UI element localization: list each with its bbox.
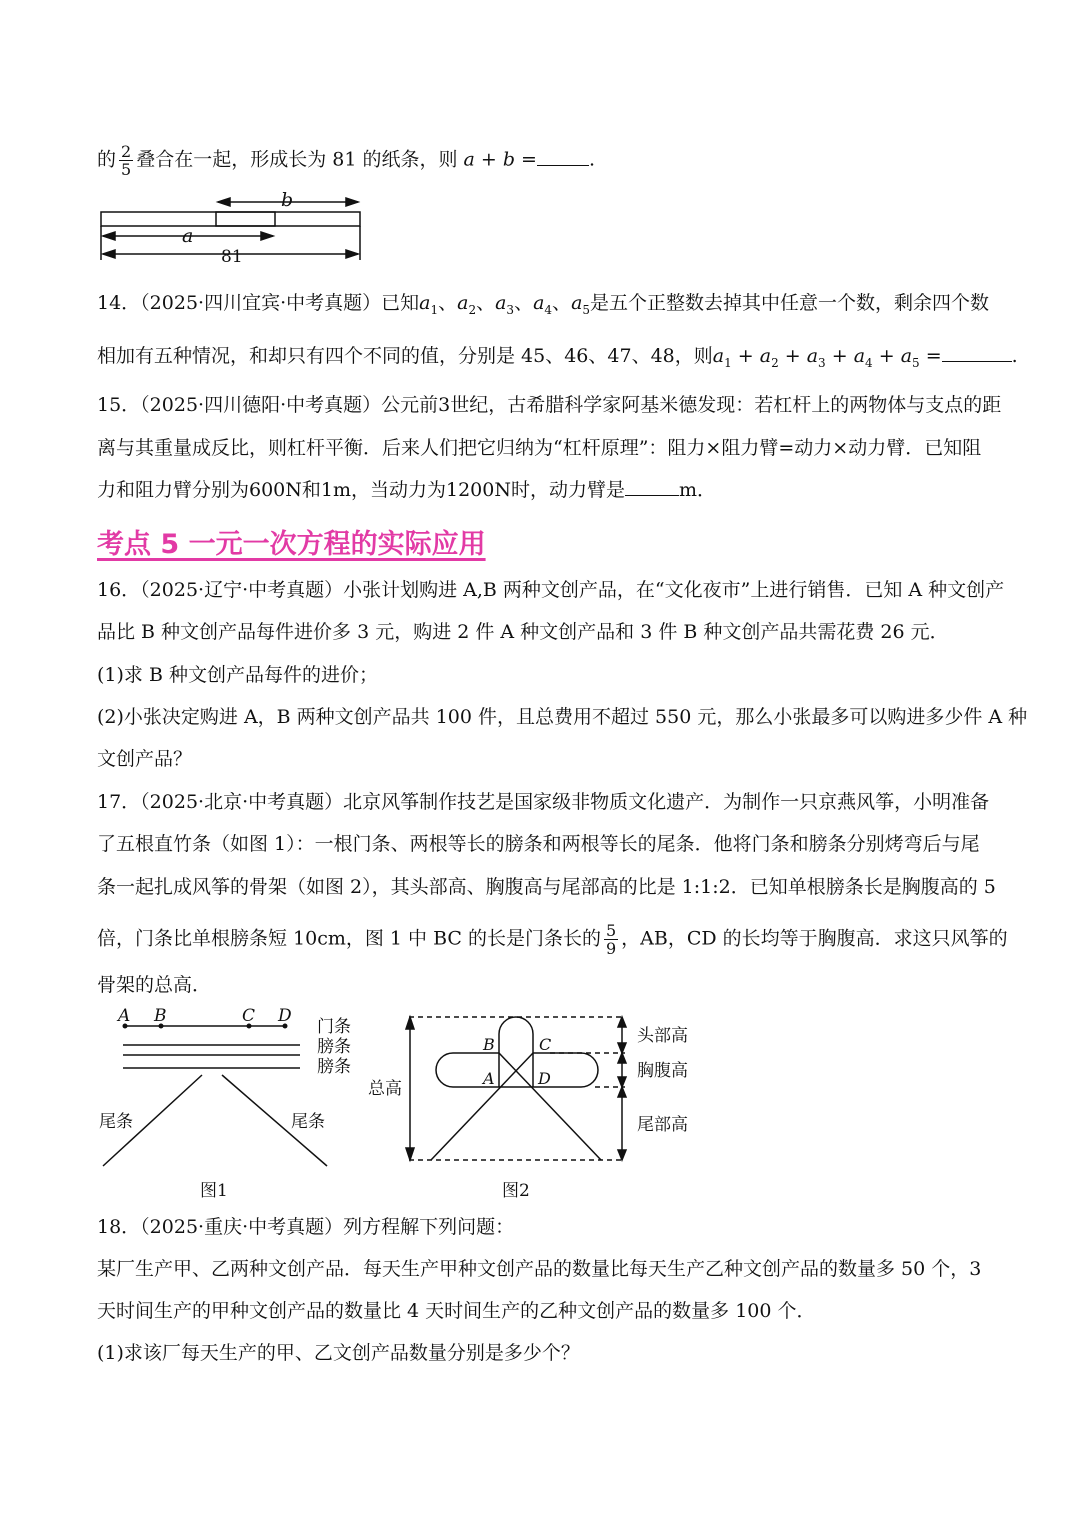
q14-line1: 14．（2025·四川宜宾·中考真题）已知$a_1$、$a_2$、$a_3$、$a_4$、$a_5$是五个正整数去掉其中任意一个数，剩余四个数 bbox=[97, 292, 990, 317]
q15-line2: 离与其重量成反比，则杠杆平衡．后来人们把它归纳为“杠杆原理”：阻力×阻力臂=动力×动力臂．已知阻 bbox=[97, 437, 982, 459]
fraction-2-5: $\frac{2}{5}$ bbox=[121, 142, 132, 179]
label-b: b bbox=[281, 189, 294, 211]
label-tail-left: 尾条 bbox=[99, 1112, 133, 1132]
point-c: C bbox=[242, 1006, 256, 1026]
q16-part2-line1: (2)小张决定购进 A，B 两种文创产品共 100 件，且总费用不超过 550 元，那么小张最多可以购进多少件 A 种 bbox=[97, 706, 1028, 728]
answer-blank bbox=[625, 477, 679, 496]
figure-1-bamboo-strips bbox=[95, 1005, 365, 1205]
section-heading: 考点 5 一元一次方程的实际应用 bbox=[97, 529, 486, 560]
label-total-height: 总高 bbox=[368, 1079, 402, 1099]
figure-2-kite-frame bbox=[365, 1005, 710, 1205]
point-a: A bbox=[118, 1006, 131, 1026]
q13-line: 的 $\frac{2}{5}$ 叠合在一起，形成长为 81 的纸条，则 a + b = . bbox=[97, 142, 596, 179]
q15-line1: 15．（2025·四川德阳·中考真题）公元前3世纪，古希腊科学家阿基米德发现：若杠杆上的两物体与支点的距 bbox=[97, 394, 1002, 416]
label-head-height: 头部高 bbox=[637, 1026, 688, 1046]
q17-line5: 骨架的总高． bbox=[97, 974, 212, 996]
point-b: B bbox=[483, 1035, 495, 1054]
q17-line1: 17．（2025·北京·中考真题）北京风筝制作技艺是国家级非物质文化遗产．为制作一只京燕风筝，小明准备 bbox=[97, 791, 990, 813]
label-tail-height: 尾部高 bbox=[637, 1115, 688, 1135]
label-bang-strip-2: 膀条 bbox=[317, 1057, 351, 1077]
q17-line4: 倍，门条比单根膀条短 10cm，图 1 中 BC 的长是门条长的 $\frac{5}{9}$ ，AB，CD 的长均等于胸腹高．求这只风筝的 bbox=[97, 921, 1008, 958]
q18-line1: 18．（2025·重庆·中考真题）列方程解下列问题： bbox=[97, 1216, 515, 1238]
q16-line1: 16．（2025·辽宁·中考真题）小张计划购进 A,B 两种文创产品，在“文化夜市”上进行销售．已知 A 种文创产 bbox=[97, 579, 1005, 601]
q18-line2: 某厂生产甲、乙两种文创产品．每天生产甲种文创产品的数量比每天生产乙种文创产品的数量多 50 个，3 bbox=[97, 1258, 982, 1280]
point-b: B bbox=[154, 1006, 167, 1026]
paper-strip-figure bbox=[96, 188, 371, 268]
label-bang-strip-1: 膀条 bbox=[317, 1037, 351, 1057]
q17-line2: 了五根直竹条（如图 1）：一根门条、两根等长的膀条和两根等长的尾条．他将门条和膀条分别烤弯后与尾 bbox=[97, 833, 980, 855]
figure-2-caption: 图2 bbox=[502, 1181, 530, 1201]
q16-line2: 品比 B 种文创产品每件进价多 3 元，购进 2 件 A 种文创产品和 3 件 B 种文创产品共需花费 26 元． bbox=[97, 621, 949, 643]
point-a: A bbox=[483, 1069, 495, 1088]
q18-part1: (1)求该厂每天生产的甲、乙文创产品数量分别是多少个？ bbox=[97, 1342, 580, 1364]
label-tail-right: 尾条 bbox=[291, 1112, 325, 1132]
q16-part2-line2: 文创产品？ bbox=[97, 748, 193, 770]
label-men-strip: 门条 bbox=[317, 1017, 351, 1037]
label-81: 81 bbox=[221, 247, 243, 267]
q15-line3: 力和阻力臂分别为600N和1m，当动力为1200N时，动力臂是 m． bbox=[97, 479, 717, 501]
point-d: D bbox=[538, 1069, 551, 1088]
q18-line3: 天时间生产的甲种文创产品的数量比 4 天时间生产的乙种文创产品的数量多 100 个． bbox=[97, 1300, 816, 1322]
q14-line2: 相加有五种情况，和却只有四个不同的值，分别是 45、46、47、48，则$a_1 + a_2 + a_3 + a_4 + a_5$ = . bbox=[97, 345, 1018, 370]
point-c: C bbox=[539, 1035, 552, 1054]
fraction-5-9: $\frac{5}{9}$ bbox=[605, 921, 617, 958]
answer-blank bbox=[537, 147, 589, 166]
figure-1-caption: 图1 bbox=[200, 1181, 228, 1201]
answer-blank bbox=[942, 343, 1012, 362]
label-chest-height: 胸腹高 bbox=[637, 1061, 688, 1081]
q17-line3: 条一起扎成风筝的骨架（如图 2），其头部高、胸腹高与尾部高的比是 1:1:2．已知单根膀条长是胸腹高的 5 bbox=[97, 876, 996, 898]
label-a: a bbox=[182, 225, 194, 247]
point-d: D bbox=[278, 1006, 292, 1026]
q16-part1: (1)求 B 种文创产品每件的进价； bbox=[97, 664, 378, 686]
